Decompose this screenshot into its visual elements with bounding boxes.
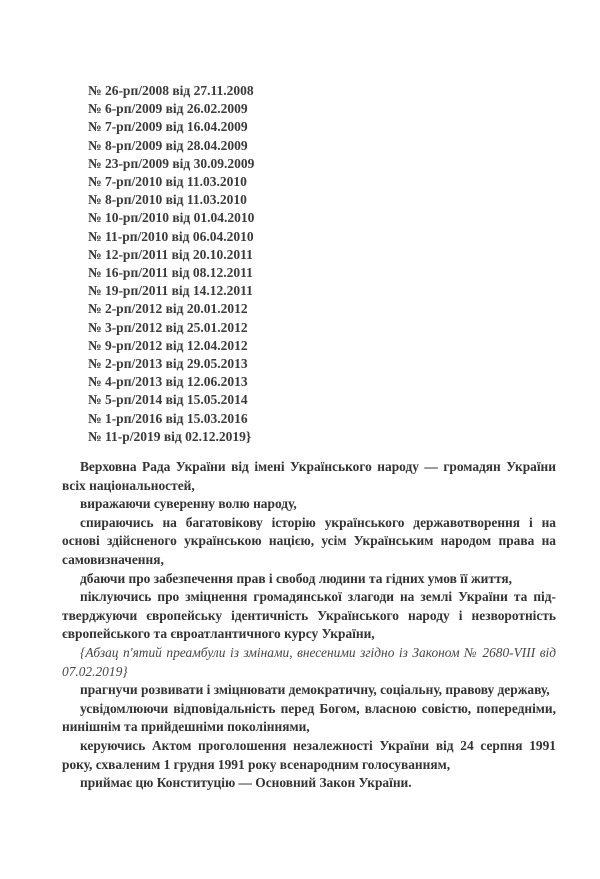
amendment-item: № 23-рп/2009 від 30.09.2009 [88, 155, 255, 171]
preamble-line: тверджуючи європейську ідентичність Українського народу і незворотність [62, 607, 556, 623]
preamble-line: прагнучи розвивати і зміцнювати демократичну, соціальну, правову державу, [80, 682, 550, 698]
amendment-item: № 2-рп/2013 від 29.05.2013 [88, 356, 248, 372]
preamble-line: Верховна Рада України від імені Українського народу — громадян України [80, 459, 556, 474]
amendment-item: № 16-рп/2011 від 08.12.2011 [88, 265, 253, 281]
preamble-line: приймає цю Конституцію — Основний Закон України. [80, 775, 412, 791]
preamble [62, 458, 556, 793]
amendment-item: № 4-рп/2013 від 12.06.2013 [88, 374, 248, 390]
amendment-item: № 9-рп/2012 від 12.04.2012 [88, 337, 248, 353]
preamble-line: піклуючись про зміцнення громадянської злагоди на землі України та під- [80, 589, 556, 605]
amendments-list [88, 82, 254, 446]
preamble-line: виражаючи суверенну волю народу, [80, 496, 297, 512]
amendment-item: № 1-рп/2016 від 15.03.2016 [88, 410, 248, 426]
amendment-note-line: {Абзац п'ятий преамбули із змінами, внесеними згідно із Законом № 2680-VIII від [80, 644, 556, 660]
amendment-item: № 2-рп/2012 від 20.01.2012 [88, 301, 248, 317]
preamble-line: дбаючи про забезпечення прав і свобод людини та гідних умов її життя, [80, 570, 512, 586]
amendment-item: № 11-рп/2010 від 06.04.2010 [88, 228, 254, 244]
amendment-item: № 8-рп/2009 від 28.04.2009 [88, 137, 248, 153]
preamble-line: всіх національностей, [62, 477, 195, 493]
preamble-line: спираючись на багатовікову історію українського державотворення і на [80, 514, 556, 530]
preamble-line: основі здійсненого українською нацією, усім Українським народом права на [62, 533, 556, 549]
amendment-note-line: 07.02.2019} [62, 663, 128, 679]
amendment-item: № 12-рп/2011 від 20.10.2011 [88, 246, 253, 262]
preamble-line: усвідомлюючи відповідальність перед Богом, власною совістю, попередніми, [80, 700, 556, 716]
amendment-item: № 11-р/2019 від 02.12.2019} [88, 428, 252, 444]
amendment-item: № 6-рп/2009 від 26.02.2009 [88, 101, 248, 117]
amendment-item: № 26-рп/2008 від 27.11.2008 [88, 83, 254, 98]
amendment-item: № 7-рп/2010 від 11.03.2010 [88, 174, 247, 190]
amendment-item: № 5-рп/2014 від 15.05.2014 [88, 392, 248, 408]
preamble-line: керуючись Актом проголошення незалежності України від 24 серпня 1991 [80, 737, 556, 753]
preamble-line: року, схваленим 1 грудня 1991 року всенародним голосуванням, [62, 756, 451, 772]
preamble-line: нинішнім та прийдешніми поколіннями, [62, 719, 310, 735]
preamble-line: європейського та євроатлантичного курсу України, [62, 626, 375, 642]
amendment-item: № 10-рп/2010 від 01.04.2010 [88, 210, 255, 226]
amendment-item: № 3-рп/2012 від 25.01.2012 [88, 319, 248, 335]
amendment-item: № 19-рп/2011 від 14.12.2011 [88, 283, 253, 299]
amendment-item: № 7-рп/2009 від 16.04.2009 [88, 119, 248, 135]
amendment-item: № 8-рп/2010 від 11.03.2010 [88, 192, 247, 208]
preamble-line: самовизначення, [62, 551, 164, 567]
